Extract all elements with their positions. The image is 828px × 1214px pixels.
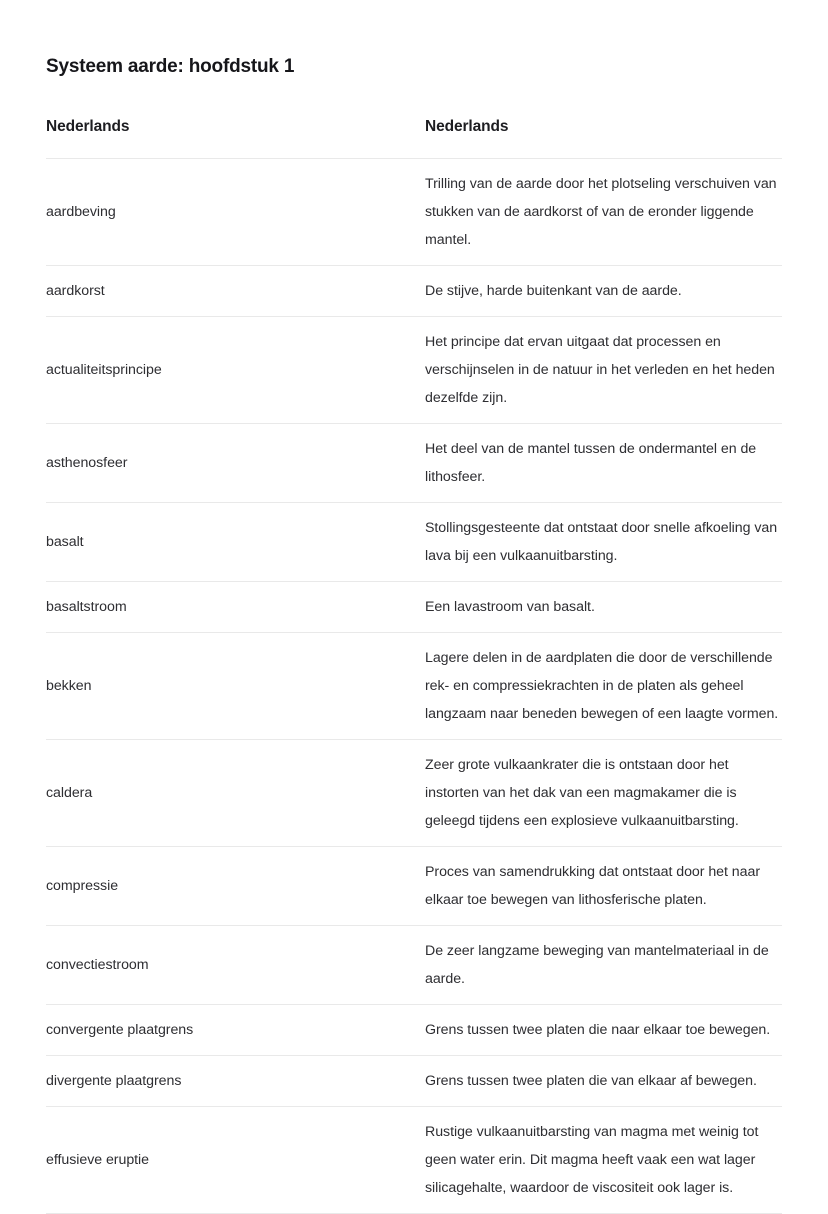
term-cell: effusieve eruptie [46,1152,149,1168]
table-row [46,582,782,633]
definition-text: Proces van samendrukking dat ontstaat door het naar elkaar toe bewegen van lithosferische platen. [425,864,760,908]
term-cell: caldera [46,785,93,801]
column-header-term: Nederlands [46,118,130,135]
term-cell: aardbeving [46,204,116,220]
page-title: Systeem aarde: hoofdstuk 1 [46,56,295,77]
table-row [46,1107,782,1214]
table-row [46,847,782,926]
table-row [46,740,782,847]
term-cell: asthenosfeer [46,455,128,471]
definition-text: Het principe dat ervan uitgaat dat processen en verschijnselen in de natuur in het verleden en het heden dezelfde zijn. [425,334,775,406]
definition-text: Lagere delen in de aardplaten die door de verschillende rek- en compressiekrachten in de platen als geheel langzaam naar beneden bewegen of een laagte vormen. [425,650,779,722]
definition-text: Stollingsgesteente dat ontstaat door snelle afkoeling van lava bij een vulkaanuitbarsting. [425,520,778,564]
term-cell: aardkorst [46,283,105,299]
term-cell: divergente plaatgrens [46,1073,182,1089]
table-row [46,503,782,582]
definition-text: Rustige vulkaanuitbarsting van magma met weinig tot geen water erin. Dit magma heeft vaak een wat lager silicagehalte, waardoor de viscositeit ook lager is. [425,1124,759,1196]
definition-text: De zeer langzame beweging van mantelmateriaal in de aarde. [425,943,769,987]
term-cell: convectiestroom [46,957,149,973]
glossary-table [46,118,782,1214]
table-row [46,926,782,1005]
table-row [46,1056,782,1107]
definition-cell [425,317,782,424]
definition-cell [425,582,782,633]
term-cell: convergente plaatgrens [46,1022,194,1038]
table-row [46,317,782,424]
term-cell: basalt [46,534,84,550]
term-cell: bekken [46,678,92,694]
definition-text: Het deel van de mantel tussen de ondermantel en de lithosfeer. [425,441,757,485]
term-cell: basaltstroom [46,599,127,615]
definition-text: Een lavastroom van basalt. [425,599,595,615]
definition-text: Grens tussen twee platen die van elkaar af bewegen. [425,1073,757,1089]
definition-cell [425,926,782,1005]
header-row [46,118,782,159]
definition-cell [425,159,782,266]
definition-text: Trilling van de aarde door het plotseling verschuiven van stukken van de aardkorst of van de eronder liggende mantel. [425,176,777,248]
definition-cell [425,503,782,582]
table-header [46,118,782,159]
term-cell: actualiteitsprincipe [46,362,162,378]
definition-cell [425,740,782,847]
term-cell: compressie [46,878,119,894]
definition-cell [425,424,782,503]
definition-cell [425,1056,782,1107]
definition-cell [425,1107,782,1214]
table-row [46,424,782,503]
table-row [46,159,782,266]
definition-cell [425,1005,782,1056]
definition-text: Grens tussen twee platen die naar elkaar toe bewegen. [425,1022,771,1038]
table-body [46,159,782,1214]
table-row [46,1005,782,1056]
table-row [46,266,782,317]
definition-cell [425,633,782,740]
definition-cell [425,847,782,926]
column-header-definition: Nederlands [425,118,509,135]
definition-text: De stijve, harde buitenkant van de aarde. [425,283,682,299]
definition-cell [425,266,782,317]
table-row [46,633,782,740]
definition-text: Zeer grote vulkaankrater die is ontstaan door het instorten van het dak van een magmakamer die is geleegd tijdens een explosieve vulkaanuitbarsting. [425,757,739,829]
